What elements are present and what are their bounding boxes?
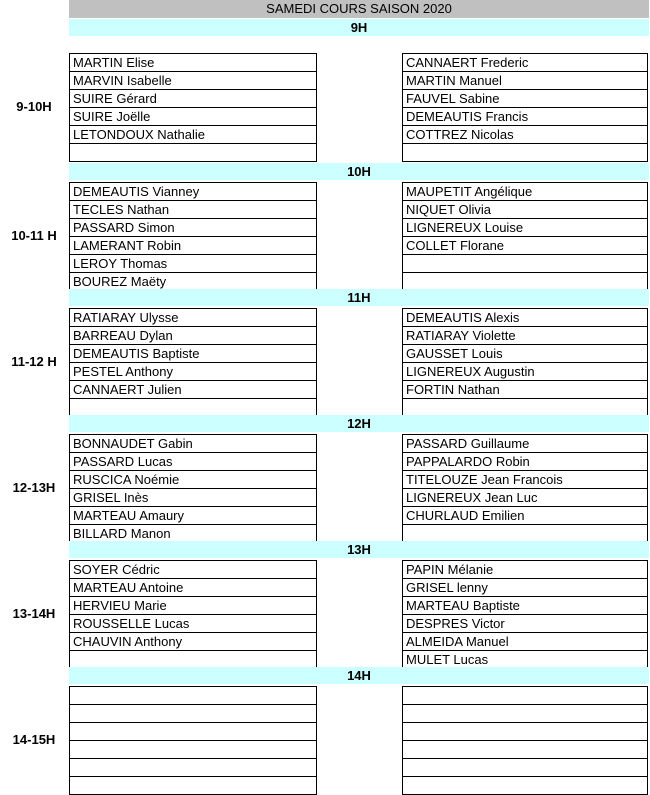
participant-cell	[403, 525, 648, 543]
table-row	[70, 90, 317, 108]
participant-cell: LIGNEREUX Augustin	[403, 363, 648, 381]
participant-cell	[403, 723, 648, 741]
table-row	[403, 399, 648, 417]
table-row	[403, 489, 648, 507]
table-row	[403, 507, 648, 525]
table-row	[403, 126, 648, 144]
right-column-roster	[402, 686, 648, 795]
table-row	[403, 327, 648, 345]
participant-cell	[403, 705, 648, 723]
time-slot-label: 9-10H	[16, 99, 52, 114]
participant-cell: PAPIN Mélanie	[403, 561, 648, 579]
table-row	[403, 759, 648, 777]
table-row	[70, 345, 317, 363]
table-row	[403, 741, 648, 759]
table-row	[70, 219, 317, 237]
participant-cell: BARREAU Dylan	[70, 327, 317, 345]
participant-cell: RATIARAY Violette	[403, 327, 648, 345]
table-row	[70, 453, 317, 471]
participant-cell: RUSCICA Noémie	[70, 471, 317, 489]
table-row	[403, 273, 648, 291]
right-column-roster	[402, 182, 648, 291]
participant-cell	[70, 144, 317, 162]
participant-cell	[70, 705, 317, 723]
participant-cell: MARTIN Elise	[70, 54, 317, 72]
participant-cell: ROUSSELLE Lucas	[70, 615, 317, 633]
participant-cell: PASSARD Simon	[70, 219, 317, 237]
table-row	[403, 471, 648, 489]
hour-header: 12H	[69, 415, 649, 432]
table-row	[70, 126, 317, 144]
table-row	[403, 615, 648, 633]
right-column-roster	[402, 53, 648, 162]
table-row	[70, 54, 317, 72]
table-row	[70, 72, 317, 90]
participant-cell: GRISEL lenny	[403, 579, 648, 597]
left-column-roster	[69, 308, 317, 417]
participant-cell: MARTIN Manuel	[403, 72, 648, 90]
table-row	[70, 201, 317, 219]
page-title: SAMEDI COURS SAISON 2020	[69, 0, 649, 18]
participant-cell: LIGNEREUX Louise	[403, 219, 648, 237]
table-row	[70, 309, 317, 327]
participant-cell	[70, 687, 317, 705]
table-row	[403, 90, 648, 108]
time-slot-label: 13-14H	[12, 606, 56, 621]
table-row	[70, 144, 317, 162]
table-row	[70, 633, 317, 651]
participant-cell	[403, 273, 648, 291]
right-column-roster	[402, 560, 648, 669]
table-row	[70, 381, 317, 399]
participant-cell	[403, 255, 648, 273]
participant-cell: MARVIN Isabelle	[70, 72, 317, 90]
time-slot-label: 12-13H	[12, 480, 56, 495]
table-row	[403, 309, 648, 327]
participant-cell: DEMEAUTIS Francis	[403, 108, 648, 126]
table-row	[70, 525, 317, 543]
participant-cell	[403, 759, 648, 777]
participant-cell	[70, 651, 317, 669]
participant-cell: CANNAERT Frederic	[403, 54, 648, 72]
left-column-roster	[69, 53, 317, 162]
table-row	[70, 237, 317, 255]
table-row	[70, 363, 317, 381]
table-row	[70, 651, 317, 669]
table-row	[403, 687, 648, 705]
participant-cell: COLLET Florane	[403, 237, 648, 255]
right-column-roster	[402, 434, 648, 543]
participant-cell: LEROY Thomas	[70, 255, 317, 273]
participant-cell: COTTREZ Nicolas	[403, 126, 648, 144]
participant-cell	[403, 741, 648, 759]
table-row	[70, 561, 317, 579]
table-row	[70, 435, 317, 453]
table-row	[403, 633, 648, 651]
participant-cell: TITELOUZE Jean Francois	[403, 471, 648, 489]
participant-cell	[70, 399, 317, 417]
table-row	[70, 399, 317, 417]
table-row	[403, 255, 648, 273]
table-row	[403, 219, 648, 237]
participant-cell: DEMEAUTIS Alexis	[403, 309, 648, 327]
participant-cell: CHAUVIN Anthony	[70, 633, 317, 651]
table-row	[70, 108, 317, 126]
table-row	[403, 579, 648, 597]
table-row	[70, 273, 317, 291]
participant-cell: FORTIN Nathan	[403, 381, 648, 399]
table-row	[403, 201, 648, 219]
participant-cell	[70, 759, 317, 777]
participant-cell: PESTEL Anthony	[70, 363, 317, 381]
table-row	[403, 108, 648, 126]
participant-cell: BONNAUDET Gabin	[70, 435, 317, 453]
table-row	[70, 489, 317, 507]
participant-cell: FAUVEL Sabine	[403, 90, 648, 108]
participant-cell: TECLES Nathan	[70, 201, 317, 219]
table-row	[403, 561, 648, 579]
table-row	[403, 345, 648, 363]
time-slot-label: 10-11 H	[11, 228, 57, 243]
participant-cell: BOUREZ Maëty	[70, 273, 317, 291]
table-row	[403, 651, 648, 669]
participant-cell: PASSARD Lucas	[70, 453, 317, 471]
table-row	[403, 54, 648, 72]
table-row	[70, 471, 317, 489]
table-row	[70, 183, 317, 201]
table-row	[70, 687, 317, 705]
participant-cell: BILLARD Manon	[70, 525, 317, 543]
participant-cell: MAUPETIT Angélique	[403, 183, 648, 201]
hour-header: 14H	[69, 667, 649, 684]
participant-cell: DEMEAUTIS Baptiste	[70, 345, 317, 363]
participant-cell: GAUSSET Louis	[403, 345, 648, 363]
participant-cell: MARTEAU Antoine	[70, 579, 317, 597]
participant-cell: DEMEAUTIS Vianney	[70, 183, 317, 201]
table-row	[70, 327, 317, 345]
participant-cell	[403, 144, 648, 162]
table-row	[70, 255, 317, 273]
participant-cell: MARTEAU Baptiste	[403, 597, 648, 615]
table-row	[403, 435, 648, 453]
table-row	[70, 597, 317, 615]
right-column-roster	[402, 308, 648, 417]
participant-cell: PASSARD Guillaume	[403, 435, 648, 453]
participant-cell: LAMERANT Robin	[70, 237, 317, 255]
left-column-roster	[69, 560, 317, 669]
participant-cell: ALMEIDA Manuel	[403, 633, 648, 651]
table-row	[70, 705, 317, 723]
table-row	[70, 723, 317, 741]
participant-cell: PAPPALARDO Robin	[403, 453, 648, 471]
participant-cell: MARTEAU Amaury	[70, 507, 317, 525]
hour-header: 10H	[69, 163, 649, 180]
participant-cell: LIGNEREUX Jean Luc	[403, 489, 648, 507]
left-column-roster	[69, 182, 317, 291]
table-row	[70, 615, 317, 633]
participant-cell: GRISEL Inès	[70, 489, 317, 507]
participant-cell	[403, 687, 648, 705]
table-row	[70, 507, 317, 525]
table-row	[403, 705, 648, 723]
left-column-roster	[69, 686, 317, 795]
table-row	[403, 363, 648, 381]
table-row	[403, 144, 648, 162]
participant-cell: SUIRE Gérard	[70, 90, 317, 108]
participant-cell: LETONDOUX Nathalie	[70, 126, 317, 144]
participant-cell	[403, 399, 648, 417]
hour-header: 13H	[69, 541, 649, 558]
participant-cell: SOYER Cédric	[70, 561, 317, 579]
participant-cell: DESPRES Victor	[403, 615, 648, 633]
participant-cell: CANNAERT Julien	[70, 381, 317, 399]
participant-cell: MULET Lucas	[403, 651, 648, 669]
left-column-roster	[69, 434, 317, 543]
hour-header: 11H	[69, 289, 649, 306]
table-row	[70, 579, 317, 597]
participant-cell: HERVIEU Marie	[70, 597, 317, 615]
time-slot-label: 14-15H	[12, 732, 56, 747]
table-row	[403, 597, 648, 615]
table-row	[70, 741, 317, 759]
participant-cell	[70, 723, 317, 741]
table-row	[403, 453, 648, 471]
participant-cell: CHURLAUD Emilien	[403, 507, 648, 525]
table-row	[70, 759, 317, 777]
table-row	[403, 183, 648, 201]
table-row	[403, 525, 648, 543]
time-slot-label: 11-12 H	[11, 354, 57, 369]
participant-cell	[70, 741, 317, 759]
hour-header: 9H	[69, 19, 649, 36]
participant-cell: NIQUET Olivia	[403, 201, 648, 219]
table-row	[403, 723, 648, 741]
table-row	[403, 381, 648, 399]
participant-cell: SUIRE Joëlle	[70, 108, 317, 126]
participant-cell: RATIARAY Ulysse	[70, 309, 317, 327]
table-row	[403, 237, 648, 255]
table-row	[403, 72, 648, 90]
